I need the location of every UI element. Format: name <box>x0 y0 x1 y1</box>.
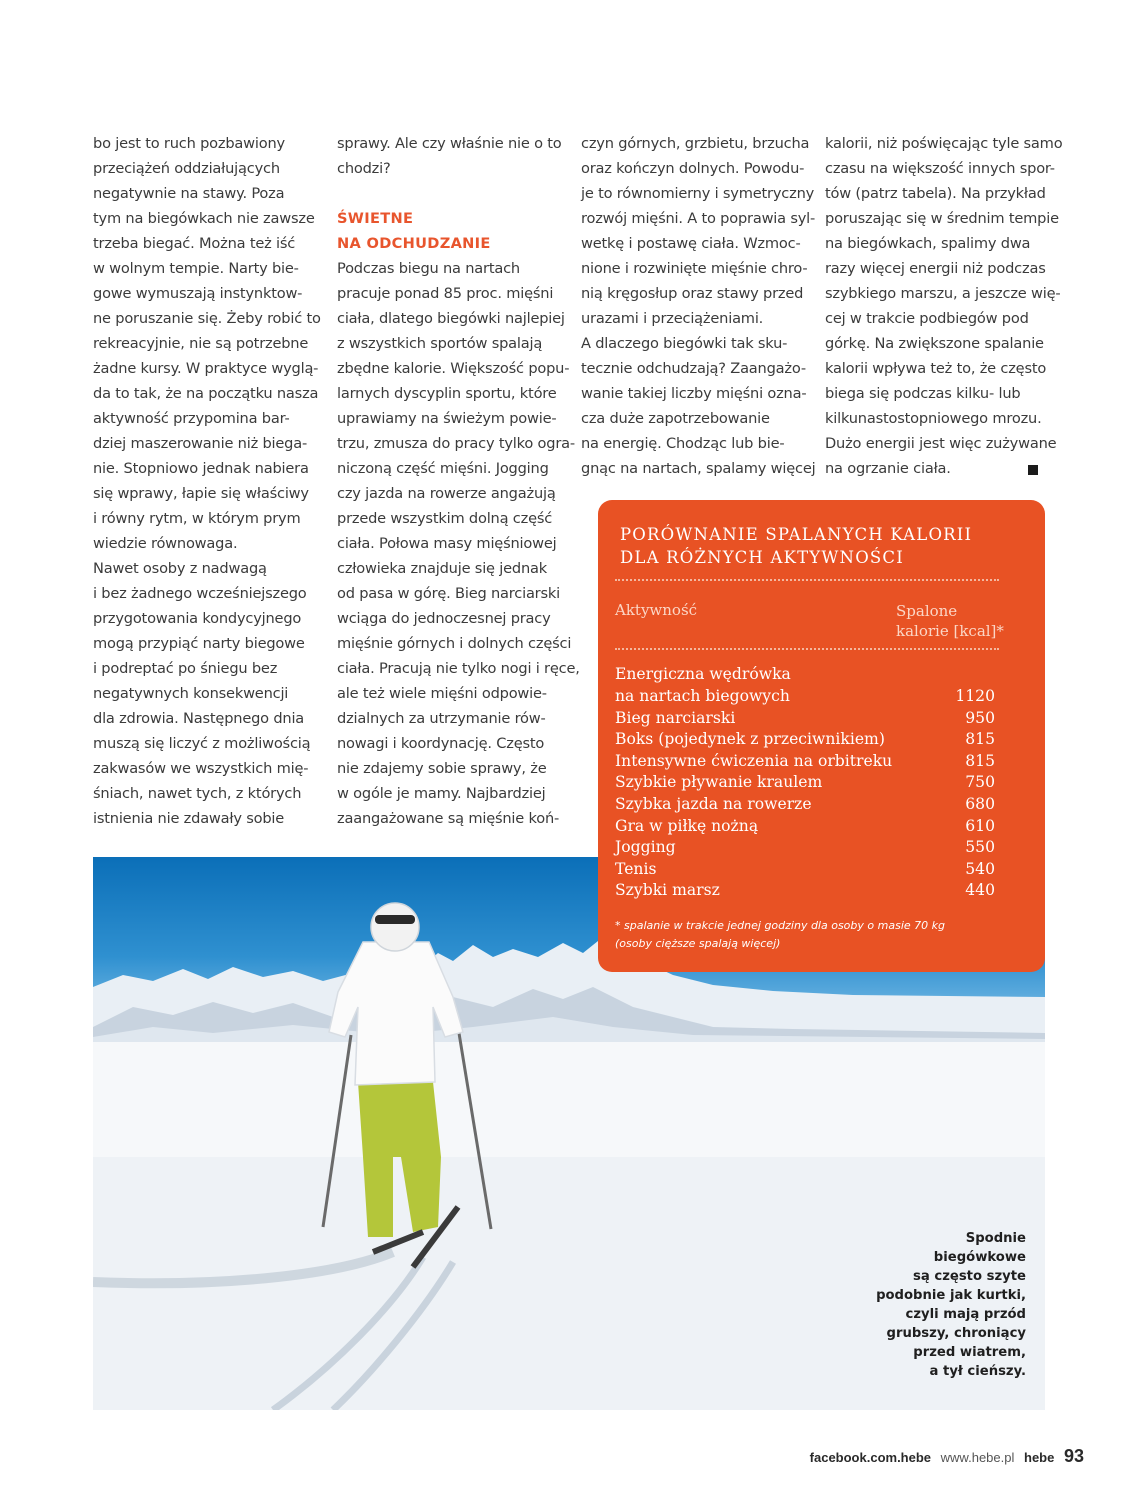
text-line: trzeba biegać. Można też iść <box>93 235 296 252</box>
text-line: ale też wiele mięśni odpowie- <box>337 685 547 702</box>
text-line: uprawiamy na świeżym powie- <box>337 410 557 427</box>
table-row <box>615 772 995 794</box>
calorie-comparison-box <box>598 500 1045 972</box>
text-line: wanie takiej liczby mięśni ozna- <box>581 385 807 402</box>
text-line: kalorii wpływa też to, że często <box>825 360 1047 377</box>
text-line: na biegówkach, spalimy dwa <box>825 235 1031 252</box>
footer-website: www.hebe.pl <box>940 1450 1015 1465</box>
text-line: dla zdrowia. Następnego dnia <box>93 710 305 727</box>
text-line: kilkunastostopniowego mrozu. <box>825 410 1042 427</box>
text-line: poruszając się w średnim tempie <box>825 210 1059 227</box>
photo-caption <box>826 1229 1026 1381</box>
footnote-line-1: * spalanie w trakcie jednej godziny dla osoby o masie 70 kg <box>615 919 945 932</box>
article-column-2 <box>337 131 580 831</box>
text-line: mogą przypiąć narty biegowe <box>93 635 305 652</box>
table-rows <box>615 686 995 902</box>
section-heading-line-2: NA ODCHUDZANIE <box>337 235 491 252</box>
text-line: biegówkowe <box>933 1250 1026 1265</box>
table-row <box>615 708 995 730</box>
text-line: nią kręgosłup oraz stawy przed <box>581 285 804 302</box>
text-line: z wszystkich sportów spalają <box>337 335 543 352</box>
text-line: szybkiego marszu, a jeszcze wię- <box>825 285 1061 302</box>
table-row <box>615 686 995 708</box>
table-row <box>615 859 995 881</box>
box-title-line-1: PORÓWNANIE SPALANYCH KALORII <box>620 525 973 544</box>
text-line: na ogrzanie ciała. <box>825 460 951 477</box>
table-cell-activity: Intensywne ćwiczenia na orbitreku <box>615 751 893 770</box>
text-line: chodzi? <box>337 160 391 177</box>
table-cell-activity: Tenis <box>615 859 657 878</box>
text-line: razy więcej energii niż podczas <box>825 260 1046 277</box>
column-2-intro <box>337 131 562 181</box>
table-row <box>615 880 995 902</box>
text-line: nione i rozwinięte mięśnie chro- <box>581 260 808 277</box>
column-header-activity: Aktywność <box>615 601 698 619</box>
text-line: niczoną część mięśni. Jogging <box>337 460 549 477</box>
text-line: człowieka znajduje się jednak <box>337 560 548 577</box>
text-line: aktywność przypomina bar- <box>93 410 290 427</box>
text-line: czy jazda na rowerze angażują <box>337 485 556 502</box>
table-cell-kcal: 950 <box>965 708 995 727</box>
table-cell-kcal: 680 <box>965 794 995 813</box>
footnote-line-2: (osoby cięższe spalają więcej) <box>615 937 781 950</box>
text-line: Nawet osoby z nadwagą <box>93 560 267 577</box>
table-row <box>615 837 995 859</box>
table-cell-activity: Jogging <box>615 838 676 857</box>
text-line: nie. Stopniowo jednak nabiera <box>93 460 309 477</box>
table-cell-activity: Szybkie pływanie kraulem <box>615 773 823 792</box>
text-line: czyn górnych, grzbietu, brzucha <box>581 135 810 152</box>
text-line: ciała. Połowa masy mięśniowej <box>337 535 557 552</box>
text-line: rekreacyjnie, nie są potrzebne <box>93 335 309 352</box>
table-footnote <box>615 917 1025 953</box>
table-cell-kcal: 815 <box>965 730 995 749</box>
text-line: gowe wymuszają instynktow- <box>93 285 303 302</box>
text-line: przeciążeń oddziałujących <box>93 160 280 177</box>
table-cell-kcal: 440 <box>965 881 995 900</box>
text-line: sprawy. Ale czy właśnie nie o to <box>337 135 562 152</box>
table-cell-activity: Bieg narciarski <box>615 708 736 727</box>
text-line: dziej maszerowanie niż biega- <box>93 435 308 452</box>
table-cell-activity: Boks (pojedynek z przeciwnikiem) <box>615 730 885 749</box>
text-line: są często szyte <box>913 1269 1026 1284</box>
text-line: a tył cieńszy. <box>929 1364 1026 1379</box>
text-line: larnych dyscyplin sportu, które <box>337 385 557 402</box>
box-title-line-2: DLA RÓŻNYCH AKTYWNOŚCI <box>620 548 904 567</box>
article-column-4 <box>825 131 1063 481</box>
column-header-calories-line-2: kalorie [kcal]* <box>896 622 1004 640</box>
table-row-prefix <box>615 664 995 686</box>
text-line: tecznie odchudzają? Zaangażo- <box>581 360 806 377</box>
text-line: ciała. Pracują nie tylko nogi i ręce, <box>337 660 580 677</box>
text-line: i równy rytm, w którym prym <box>93 510 301 527</box>
article-column-3 <box>581 131 816 481</box>
page-footer <box>810 1446 1084 1467</box>
text-line: gnąc na nartach, spalamy więcej <box>581 460 816 477</box>
text-line: górkę. Na zwiększone spalanie <box>825 335 1044 352</box>
text-line: zakwasów we wszystkich mię- <box>93 760 309 777</box>
text-line: biega się podczas kilku- lub <box>825 385 1021 402</box>
table-row <box>615 751 995 773</box>
text-line: wciąga do jednoczesnej pracy <box>337 610 551 627</box>
text-line: wiedzie równowaga. <box>93 535 238 552</box>
text-line: od pasa w górę. Bieg narciarski <box>337 585 560 602</box>
text-line: przygotowania kondycyjnego <box>93 610 302 627</box>
text-line: tów (patrz tabela). Na przykład <box>825 185 1046 202</box>
text-line: wetkę i postawę ciała. Wzmoc- <box>581 235 801 252</box>
table-cell-kcal: 550 <box>965 838 995 857</box>
text-line: w ogóle je mamy. Najbardziej <box>337 785 546 802</box>
footer-facebook: facebook.com.hebe <box>809 1450 932 1465</box>
text-line: je to równomierny i symetryczny <box>581 185 815 202</box>
text-line: pracuje ponad 85 proc. mięśni <box>337 285 554 302</box>
text-line: przed wiatrem, <box>913 1345 1026 1360</box>
table-cell-activity: na nartach biegowych <box>615 687 790 705</box>
article-column-1 <box>93 131 321 831</box>
table-cell-activity: Szybka jazda na rowerze <box>615 794 812 813</box>
text-line: zaangażowane są mięśnie koń- <box>337 810 560 827</box>
text-line: cza duże zapotrzebowanie <box>581 410 770 427</box>
text-line: oraz kończyn dolnych. Powodu- <box>581 160 805 177</box>
text-line: bo jest to ruch pozbawiony <box>93 135 285 152</box>
text-line: muszą się liczyć z możliwością <box>93 735 311 752</box>
page-number: 93 <box>1063 1446 1084 1466</box>
table-cell-kcal: 1120 <box>955 687 995 705</box>
text-line: i podreptać po śniegu bez <box>93 660 278 677</box>
dotted-divider <box>615 648 999 650</box>
text-line: urazami i przeciążeniami. <box>581 310 764 327</box>
text-line: da to tak, że na początku nasza <box>93 385 319 402</box>
text-line: śniach, nawet tych, z których <box>93 785 302 802</box>
text-line: kalorii, niż poświęcając tyle samo <box>825 135 1063 152</box>
table-cell-kcal: 540 <box>965 859 995 878</box>
text-line: cej w trakcie podbiegów pod <box>825 310 1029 327</box>
table-row <box>615 794 995 816</box>
table-cell-kcal: 815 <box>965 751 995 770</box>
text-line: żadne kursy. W praktyce wyglą- <box>93 360 319 377</box>
dotted-divider <box>615 579 999 581</box>
text-line: w wolnym tempie. Narty bie- <box>93 260 299 277</box>
text-line: tym na biegówkach nie zawsze <box>93 210 315 227</box>
text-line: istnienia nie zdawały sobie <box>93 810 285 827</box>
table-cell-kcal: 750 <box>965 773 995 792</box>
table-cell-activity: Szybki marsz <box>615 881 720 900</box>
table-cell-activity: Energiczna wędrówka <box>615 665 791 683</box>
text-line: grubszy, chroniący <box>886 1326 1026 1341</box>
text-line: podobnie jak kurtki, <box>876 1288 1026 1303</box>
text-line: A dlaczego biegówki tak sku- <box>581 335 788 352</box>
text-line: dzialnych za utrzymanie rów- <box>337 710 546 727</box>
table-row <box>615 729 995 751</box>
text-line: ne poruszanie się. Żeby robić to <box>93 310 321 327</box>
footer-brand: hebe <box>1024 1450 1055 1465</box>
text-line: nie zdajemy sobie sprawy, że <box>337 760 547 777</box>
text-line: zbędne kalorie. Większość popu- <box>337 360 570 377</box>
text-line: negatywnie na stawy. Poza <box>93 185 285 202</box>
text-line: Podczas biegu na nartach <box>337 260 520 277</box>
text-line: czasu na większość innych spor- <box>825 160 1055 177</box>
text-line: mięśnie górnych i dolnych części <box>337 635 572 652</box>
column-header-calories-line-1: Spalone <box>896 602 958 620</box>
table-cell-activity: Gra w piłkę nożną <box>615 816 759 835</box>
text-line: rozwój mięśni. A to poprawia syl- <box>581 210 816 227</box>
column-2-body <box>337 256 580 831</box>
text-line: negatywnych konsekwencji <box>93 685 289 702</box>
column-header-calories <box>896 601 1004 641</box>
table-cell-kcal: 610 <box>965 816 995 835</box>
text-line: ciała, dlatego biegówki najlepiej <box>337 310 565 327</box>
text-line: Dużo energii jest więc zużywane <box>825 435 1057 452</box>
box-title <box>620 523 1030 569</box>
text-line: czyli mają przód <box>905 1307 1026 1322</box>
text-line: i bez żadnego wcześniejszego <box>93 585 307 602</box>
text-line: nowagi i koordynację. Często <box>337 735 545 752</box>
table-row <box>615 816 995 838</box>
text-line: trzu, zmusza do pracy tylko ogra- <box>337 435 575 452</box>
calorie-table <box>615 664 995 902</box>
article-end-mark <box>1028 465 1038 475</box>
section-heading-line-1: ŚWIETNE <box>337 210 414 227</box>
text-line: przede wszystkim dolną część <box>337 510 553 527</box>
text-line: się wprawy, łapie się właściwy <box>93 485 309 502</box>
text-line: na energię. Chodząc lub bie- <box>581 435 785 452</box>
text-line: Spodnie <box>965 1231 1026 1246</box>
